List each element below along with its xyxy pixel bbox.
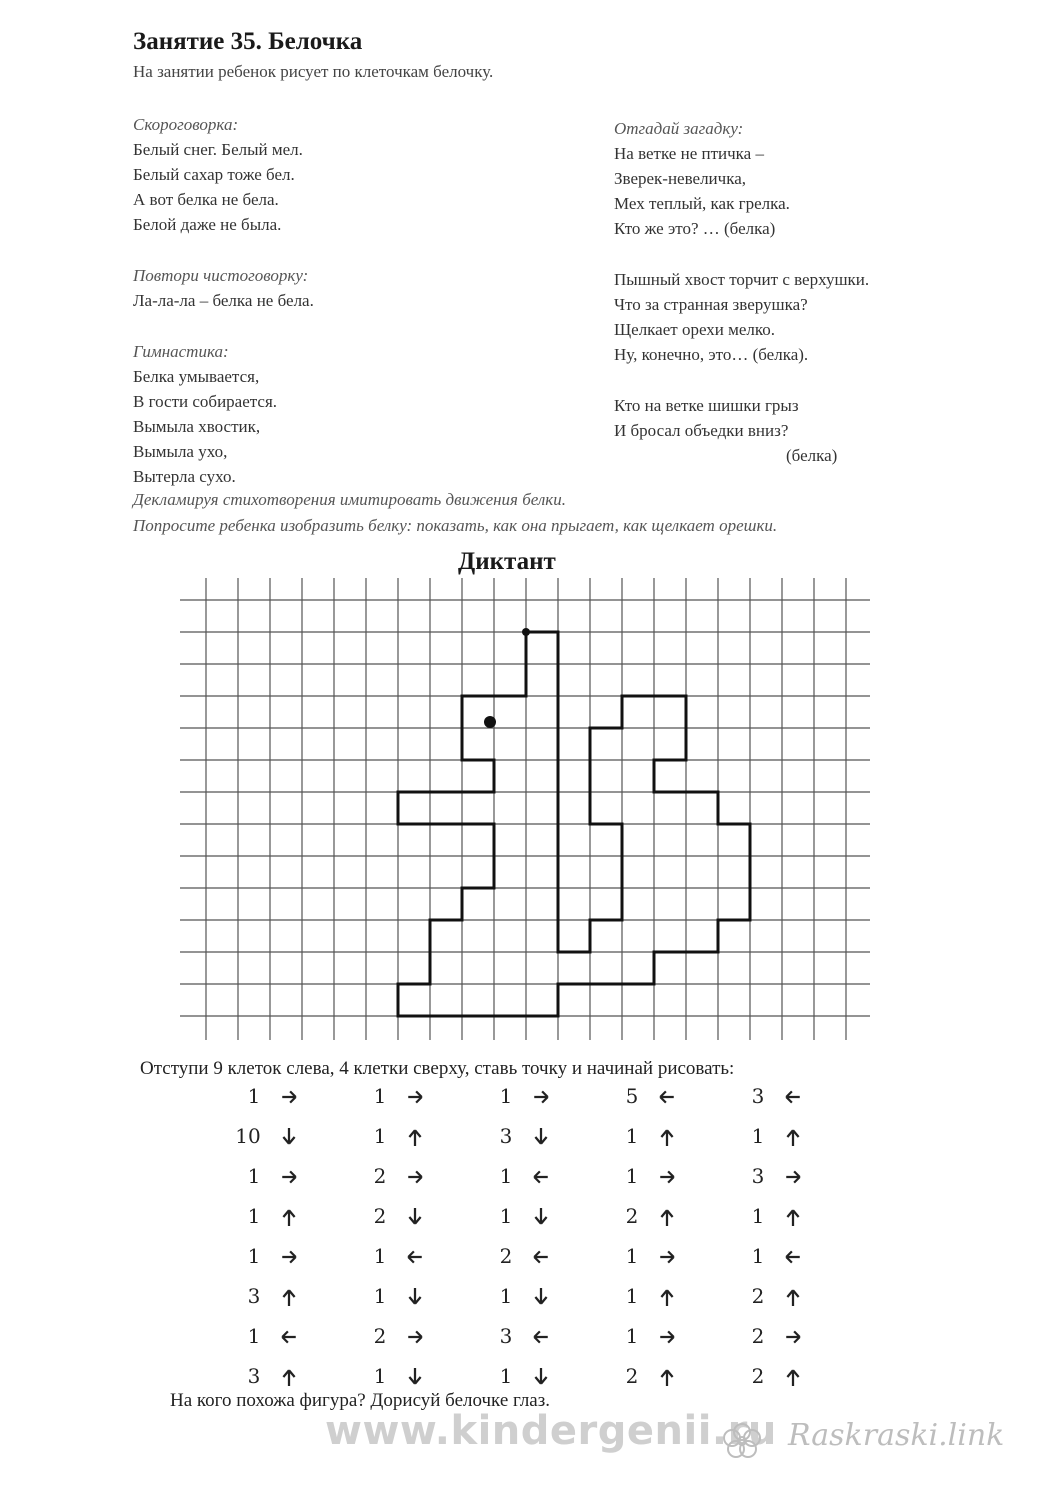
dictation-step [492,1204,572,1234]
dictation-step [618,1164,698,1194]
tongue-twister-heading: Скороговорка: [133,115,239,134]
gymnastics-line: Белка умывается, [133,367,260,386]
dictation-step [744,1364,824,1394]
step-count: 1 [625,1284,639,1308]
step-count: 1 [373,1244,387,1268]
dictation-title: Диктант [458,548,556,575]
riddle-line: Кто на ветке шишки грыз [614,396,799,415]
dictation-step [618,1124,698,1154]
arrow-right-icon [532,1088,550,1106]
arrow-up-icon [658,1128,676,1146]
step-count: 3 [499,1124,513,1148]
step-count: 1 [373,1284,387,1308]
tongue-twister-line: Белый сахар тоже бел. [133,165,295,184]
riddle-line: Зверек-невеличка, [614,169,746,188]
step-count: 1 [625,1244,639,1268]
dictation-step [366,1084,446,1114]
arrow-down-icon [532,1368,550,1386]
step-count: 1 [751,1124,765,1148]
arrow-up-icon [658,1288,676,1306]
gymnastics-line: Вытерла сухо. [133,467,236,486]
step-count: 1 [247,1204,261,1228]
tongue-twister-line: Белой даже не была. [133,215,282,234]
tongue-twister-line: А вот белка не бела. [133,190,279,209]
dictation-step [366,1244,446,1274]
step-count: 2 [625,1204,639,1228]
step-count: 2 [499,1244,513,1268]
riddle-heading: Отгадай загадку: [614,119,744,138]
riddle-line: Мех теплый, как грелка. [614,194,790,213]
gymnastics-line: Вымыла ухо, [133,442,228,461]
dictation-step [240,1244,320,1274]
dictation-step [492,1284,572,1314]
step-count: 2 [373,1204,387,1228]
arrow-right-icon [280,1248,298,1266]
arrow-up-icon [784,1288,802,1306]
step-count: 2 [751,1364,765,1388]
step-count: 1 [247,1164,261,1188]
dictation-grid [180,578,870,1040]
dictation-step [744,1164,824,1194]
dictation-step [744,1284,824,1314]
arrow-left-icon [784,1088,802,1106]
arrow-right-icon [658,1168,676,1186]
page-title: Занятие 35. Белочка [133,28,363,55]
pure-phrase-heading: Повтори чистоговорку: [133,266,309,285]
step-count: 1 [247,1084,261,1108]
arrow-up-icon [784,1128,802,1146]
right-column [614,116,869,468]
riddle-line: Что за странная зверушка? [614,295,808,314]
arrow-down-icon [532,1288,550,1306]
dictation-instruction: Отступи 9 клеток слева, 4 клетки сверху, ставь точку и начинай рисовать: [140,1058,735,1079]
step-count: 3 [751,1164,765,1188]
arrow-left-icon [658,1088,676,1106]
arrow-right-icon [658,1328,676,1346]
dictation-step [366,1324,446,1354]
step-count: 3 [499,1324,513,1348]
flower-icon [722,1418,778,1464]
dictation-step [240,1204,320,1234]
arrow-up-icon [406,1128,424,1146]
dictation-step [492,1324,572,1354]
dictation-step [744,1124,824,1154]
step-count: 2 [373,1164,387,1188]
step-count: 1 [625,1324,639,1348]
arrow-right-icon [658,1248,676,1266]
dictation-step [618,1284,698,1314]
dictation-step [618,1084,698,1114]
arrow-right-icon [280,1168,298,1186]
arrow-down-icon [406,1208,424,1226]
riddle-line: Щелкает орехи мелко. [614,320,776,339]
arrow-down-icon [532,1208,550,1226]
arrow-up-icon [280,1288,298,1306]
arrow-left-icon [532,1248,550,1266]
dictation-step [240,1324,320,1354]
dictation-step [240,1084,320,1114]
dictation-step [618,1244,698,1274]
riddle-line: И бросал объедки вниз? [614,421,789,440]
dictation-step [492,1084,572,1114]
dictation-step [492,1244,572,1274]
riddle-line: Кто же это? … (белка) [614,219,776,238]
step-count: 1 [373,1124,387,1148]
dictation-step [240,1164,320,1194]
gymnastics-line: В гости собирается. [133,392,278,411]
gymnastics-heading: Гимнастика: [133,342,229,361]
dictation-step [618,1364,698,1394]
gymnastics-line: Вымыла хвостик, [133,417,261,436]
dictation-step [240,1284,320,1314]
arrow-down-icon [406,1288,424,1306]
dictation-question: На кого похожа фигура? Дорисуй белочке глаз. [170,1390,550,1411]
riddle-line: На ветке не птичка – [614,144,764,163]
arrow-right-icon [406,1088,424,1106]
step-count: 1 [499,1364,513,1388]
arrow-up-icon [784,1368,802,1386]
dictation-step [744,1244,824,1274]
riddle-answer: (белка) [786,446,838,465]
dictation-step [492,1124,572,1154]
arrow-left-icon [406,1248,424,1266]
dictation-step [366,1284,446,1314]
step-count: 1 [499,1164,513,1188]
step-count: 1 [625,1124,639,1148]
left-column [133,112,314,489]
brand-watermark: Raskraski.link [788,1418,1005,1453]
arrow-right-icon [406,1328,424,1346]
arrow-left-icon [532,1328,550,1346]
step-count: 3 [751,1084,765,1108]
dictation-step [492,1164,572,1194]
step-count: 1 [499,1204,513,1228]
arrow-left-icon [784,1248,802,1266]
arrow-up-icon [658,1368,676,1386]
step-count: 3 [247,1284,261,1308]
arrow-down-icon [406,1368,424,1386]
step-count: 1 [751,1244,765,1268]
step-count: 1 [373,1364,387,1388]
step-count: 1 [247,1324,261,1348]
instruction-line: Декламируя стихотворения имитировать движения белки. [133,490,566,509]
dictation-step [618,1324,698,1354]
start-dot [522,628,530,636]
squirrel-eye-dot [484,716,496,728]
dictation-step [744,1084,824,1114]
riddle-line: Ну, конечно, это… (белка). [614,345,809,364]
arrow-right-icon [280,1088,298,1106]
step-count: 1 [751,1204,765,1228]
step-count: 1 [373,1084,387,1108]
arrow-left-icon [280,1328,298,1346]
riddle-line: Пышный хвост торчит с верхушки. [614,270,870,289]
step-count: 1 [499,1284,513,1308]
arrow-right-icon [784,1328,802,1346]
dictation-step [618,1204,698,1234]
dictation-step [366,1124,446,1154]
dictation-step [366,1204,446,1234]
pure-phrase-line: Ла-ла-ла – белка не бела. [133,291,314,310]
tongue-twister-line: Белый снег. Белый мел. [133,140,303,159]
arrow-up-icon [658,1208,676,1226]
instruction-line: Попросите ребенка изобразить белку: показать, как она прыгает, как щелкает орешки. [133,516,778,535]
instructions-block [133,487,777,539]
arrow-up-icon [280,1368,298,1386]
step-count: 1 [247,1244,261,1268]
step-count: 2 [625,1364,639,1388]
page-subtitle: На занятии ребенок рисует по клеточкам белочку. [133,62,494,81]
step-count: 3 [247,1364,261,1388]
dictation-step [744,1324,824,1354]
step-count: 2 [373,1324,387,1348]
arrow-right-icon [784,1168,802,1186]
arrow-up-icon [280,1208,298,1226]
arrow-up-icon [784,1208,802,1226]
step-count: 2 [751,1324,765,1348]
step-count: 1 [499,1084,513,1108]
step-count: 5 [625,1084,639,1108]
arrow-right-icon [406,1168,424,1186]
step-count: 10 [235,1124,261,1148]
dictation-step [366,1164,446,1194]
step-count: 2 [751,1284,765,1308]
site-watermark: www.kindergenii.ru [325,1408,777,1454]
dictation-step [744,1204,824,1234]
arrow-down-icon [532,1128,550,1146]
arrow-left-icon [532,1168,550,1186]
step-count: 1 [625,1164,639,1188]
dictation-step [235,1124,320,1154]
arrow-down-icon [280,1128,298,1146]
